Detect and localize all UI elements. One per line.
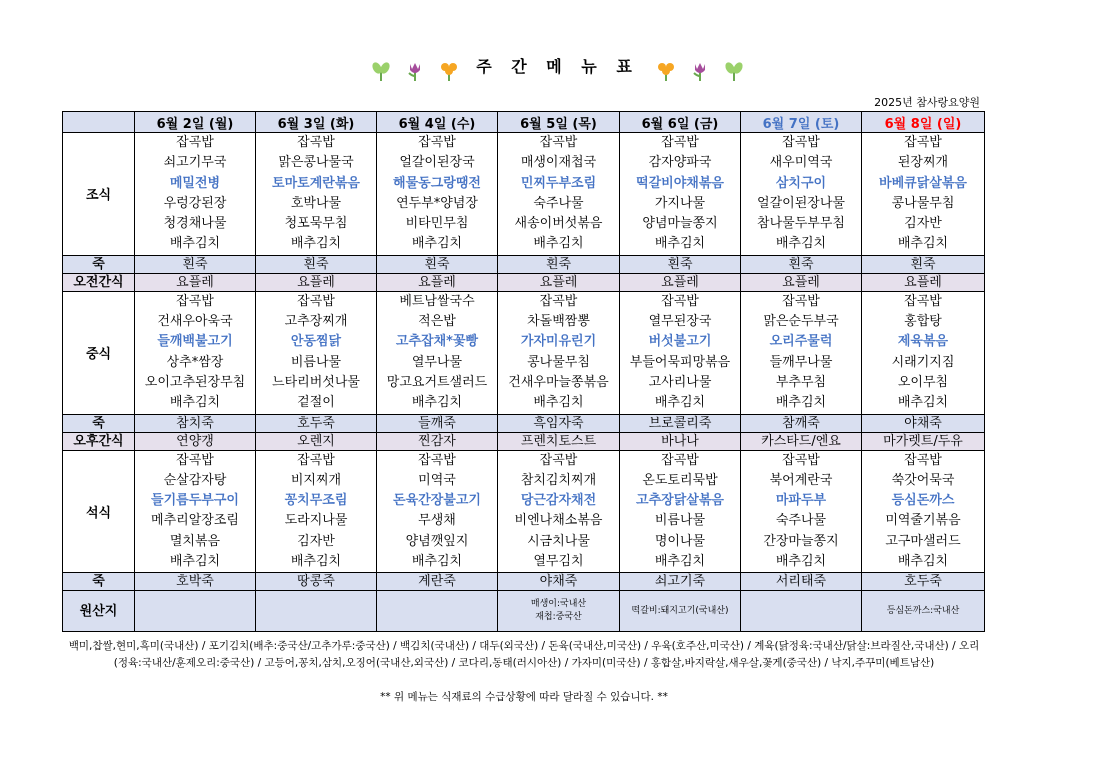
menu-item: 잡곡밥 <box>539 293 578 309</box>
menu-item: 배추김치 <box>169 554 221 570</box>
menu-item: 간장마늘쫑지 <box>763 533 839 549</box>
menu-item: 배추김치 <box>411 554 463 570</box>
menu-item: 김자반 <box>297 533 335 549</box>
origin-cell <box>620 591 741 632</box>
menu-item: 잡곡밥 <box>782 135 820 150</box>
lunch-cell <box>620 291 741 414</box>
menu-item: 들깨무나물 <box>769 354 833 370</box>
menu-item: 제육볶음 <box>897 334 949 350</box>
menu-item: 잡곡밥 <box>539 452 578 468</box>
menu-item: 망고요거트샐러드 <box>386 374 488 390</box>
menu-item: 무생채 <box>418 513 456 529</box>
menu-item: 얼갈이된장국 <box>399 155 475 171</box>
dinner-porridge-cell: 땅콩죽 <box>256 573 377 591</box>
menu-item: 배추김치 <box>411 395 463 411</box>
pm-snack-cell: 프렌치토스트 <box>498 432 620 450</box>
pm-snack-cell: 찐감자 <box>377 432 498 450</box>
menu-item: 콩나물무침 <box>891 195 955 211</box>
lunch-porridge-cell: 들깨죽 <box>377 414 498 432</box>
menu-item: 시금치나물 <box>527 533 590 549</box>
dinner-porridge-cell: 호두죽 <box>862 573 985 591</box>
menu-item: 열무된장국 <box>648 314 712 330</box>
menu-item: 청포묵무침 <box>284 216 348 232</box>
menu-item: 새우미역국 <box>769 155 833 171</box>
menu-item: 쇠고기무국 <box>163 155 227 171</box>
breakfast-porridge-cell: 흰죽 <box>620 255 741 273</box>
menu-item: 토마토계란볶음 <box>272 175 360 191</box>
menu-item: 안동찜닭 <box>290 334 342 350</box>
menu-item: 비름나물 <box>654 513 706 529</box>
menu-item: 상추*쌈장 <box>166 354 224 370</box>
sprout-icon <box>370 60 392 82</box>
menu-item: 건새우아욱국 <box>157 314 233 330</box>
am-snack-cell: 요플레 <box>135 273 256 291</box>
pm-snack-row <box>63 432 985 450</box>
breakfast-row <box>63 133 985 256</box>
am-snack-row <box>63 273 985 291</box>
menu-item: 배추김치 <box>654 395 706 411</box>
menu-item: 배추김치 <box>897 395 949 411</box>
origin-row <box>63 591 985 632</box>
header-corner <box>63 112 135 133</box>
am-snack-cell: 요플레 <box>256 273 377 291</box>
menu-item: 비엔나채소볶음 <box>514 513 603 529</box>
menu-item: 가지나물 <box>654 195 706 211</box>
menu-item: 미역줄기볶음 <box>885 513 961 529</box>
menu-item: 숙주나물 <box>775 513 827 529</box>
menu-item: 비름나물 <box>290 354 342 370</box>
lunch-label: 중식 <box>63 291 135 414</box>
menu-item: 잡곡밥 <box>418 452 456 468</box>
day-header: 6월 8일 (일) <box>862 112 985 133</box>
menu-item: 잡곡밥 <box>176 452 214 468</box>
origin-cell <box>498 591 620 632</box>
breakfast-cell <box>377 133 498 256</box>
lunch-porridge-row <box>63 414 985 432</box>
dinner-cell <box>256 450 377 573</box>
menu-item: 쑥갓어묵국 <box>891 472 955 488</box>
breakfast-porridge-cell: 흰죽 <box>862 255 985 273</box>
lunch-cell <box>862 291 985 414</box>
menu-item: 잡곡밥 <box>661 452 699 468</box>
menu-item: 잡곡밥 <box>661 135 699 150</box>
menu-item: 등심돈까스 <box>891 493 955 509</box>
menu-item: 청경채나물 <box>163 216 227 232</box>
menu-item: 배추김치 <box>654 554 706 570</box>
dinner-porridge-cell: 계란죽 <box>377 573 498 591</box>
dinner-porridge-cell: 쇠고기죽 <box>620 573 741 591</box>
menu-item: 고추장닭살볶음 <box>636 493 724 509</box>
day-header: 6월 5일 (목) <box>498 112 620 133</box>
menu-item: 잡곡밥 <box>297 135 335 150</box>
breakfast-porridge-cell: 흰죽 <box>135 255 256 273</box>
menu-item: 부추무침 <box>775 374 827 390</box>
disclaimer: ** 위 메뉴는 식재료의 수급상황에 따라 달라질 수 있습니다. ** <box>380 691 668 703</box>
menu-item: 배추김치 <box>775 236 827 252</box>
breakfast-porridge-row <box>63 255 985 273</box>
dinner-porridge-row <box>63 573 985 591</box>
menu-item: 베트남쌀국수 <box>399 293 475 309</box>
day-header: 6월 4일 (수) <box>377 112 498 133</box>
origin-cell <box>135 591 256 632</box>
menu-item: 우렁강된장 <box>163 195 227 211</box>
menu-item: 배추김치 <box>411 236 463 252</box>
menu-item: 잡곡밥 <box>176 135 214 150</box>
menu-item: 콩나물무침 <box>527 354 590 370</box>
origin-note: 백미,찹쌀,현미,흑미(국내산) / 포기김치(배추:중국산/고추가루:중국산) / 백김치(국내산) / 대두(외국산) / 돈육(국내산,미국산) / 우육(호주산,미국산) / 계육(닭정육:국내산/닭살:브라질산,국내산) / 오리(정육:국내산/훈제오리:중국산) / 고등어,꽁치,삼치,오징어(국내산,외국산) / 코다리,동태(러시아산) / 가자미(미국산) / 홍합살,바지락살,새우살,꽃게(중국산) / 낙지,주꾸미(베트남산) <box>68 640 980 669</box>
dinner-cell <box>620 450 741 573</box>
menu-item: 북어계란국 <box>769 472 833 488</box>
breakfast-cell <box>741 133 862 256</box>
lunch-porridge-cell: 호두죽 <box>256 414 377 432</box>
lunch-porridge-cell: 참깨죽 <box>741 414 862 432</box>
menu-item: 열무나물 <box>411 354 463 370</box>
menu-item: 잡곡밥 <box>904 452 942 468</box>
menu-item: 양념깻잎지 <box>405 533 469 549</box>
menu-item: 잡곡밥 <box>418 135 456 150</box>
menu-item: 홍합탕 <box>904 314 942 330</box>
menu-item: 배추김치 <box>897 236 949 252</box>
day-header: 6월 6일 (금) <box>620 112 741 133</box>
menu-item: 배추김치 <box>169 236 221 252</box>
dinner-cell <box>377 450 498 573</box>
menu-item: 맑은순두부국 <box>763 314 839 330</box>
flower-icon <box>438 60 460 82</box>
menu-item: 연두부*양념장 <box>396 195 478 211</box>
menu-item: 비타민무침 <box>405 216 469 232</box>
menu-item: 잡곡밥 <box>661 293 699 309</box>
menu-item: 잡곡밥 <box>176 293 214 309</box>
menu-item: 배추김치 <box>897 554 949 570</box>
dinner-row <box>63 450 985 573</box>
dinner-porridge-cell: 호박죽 <box>135 573 256 591</box>
menu-item: 당근감자채전 <box>520 493 597 509</box>
flower-icon <box>655 60 677 82</box>
menu-item: 얼갈이된장나물 <box>757 195 845 211</box>
menu-item: 겉절이 <box>297 395 335 411</box>
breakfast-porridge-label: 죽 <box>63 255 135 273</box>
breakfast-porridge-cell: 흰죽 <box>741 255 862 273</box>
menu-item: 배추김치 <box>775 554 827 570</box>
breakfast-cell <box>498 133 620 256</box>
header-row <box>63 112 985 133</box>
menu-item: 잡곡밥 <box>904 293 942 309</box>
breakfast-porridge-cell: 흰죽 <box>256 255 377 273</box>
pm-snack-cell: 바나나 <box>620 432 741 450</box>
breakfast-porridge-cell: 흰죽 <box>498 255 620 273</box>
am-snack-cell: 요플레 <box>862 273 985 291</box>
menu-item: 김자반 <box>904 216 942 232</box>
day-header: 6월 2일 (월) <box>135 112 256 133</box>
am-snack-cell: 요플레 <box>377 273 498 291</box>
menu-item: 바베큐닭살볶음 <box>879 175 967 191</box>
menu-table <box>62 111 985 632</box>
breakfast-porridge-cell: 흰죽 <box>377 255 498 273</box>
lunch-porridge-label: 죽 <box>63 414 135 432</box>
lunch-cell <box>498 291 620 414</box>
dinner-label: 석식 <box>63 450 135 573</box>
menu-item: 호박나물 <box>290 195 342 211</box>
menu-item: 도라지나물 <box>284 513 348 529</box>
am-snack-cell: 요플레 <box>741 273 862 291</box>
menu-item: 배추김치 <box>533 236 584 252</box>
lunch-porridge-cell: 브로콜리죽 <box>620 414 741 432</box>
menu-item: 잡곡밥 <box>904 135 942 150</box>
menu-item: 감자양파국 <box>648 155 712 171</box>
day-header: 6월 3일 (화) <box>256 112 377 133</box>
organization-label: 2025년 참사랑요양원 <box>874 96 980 109</box>
menu-item: 배추김치 <box>290 554 342 570</box>
menu-item: 맑은콩나물국 <box>278 155 354 171</box>
tulip-icon <box>689 60 711 82</box>
menu-item: 들깨백불고기 <box>157 334 233 350</box>
menu-item: 돈육간장불고기 <box>393 493 481 509</box>
origin-cell <box>741 591 862 632</box>
am-snack-label: 오전간식 <box>63 273 135 291</box>
dinner-porridge-cell: 서리태죽 <box>741 573 862 591</box>
breakfast-cell <box>135 133 256 256</box>
dinner-porridge-label: 죽 <box>63 573 135 591</box>
breakfast-cell <box>256 133 377 256</box>
menu-item: 민찌두부조림 <box>520 175 597 191</box>
menu-item: 건새우마늘쫑볶음 <box>508 374 609 390</box>
menu-item: 잡곡밥 <box>782 293 820 309</box>
menu-item: 부들어묵피망볶음 <box>629 354 731 370</box>
menu-item: 매생이재첩국 <box>520 155 597 171</box>
menu-item: 새송이버섯볶음 <box>514 216 603 232</box>
origin-cell <box>862 591 985 632</box>
menu-item: 고추장찌개 <box>284 314 348 330</box>
menu-item: 마파두부 <box>775 493 827 509</box>
pm-snack-cell: 연양갱 <box>135 432 256 450</box>
menu-item: 배추김치 <box>775 395 827 411</box>
lunch-porridge-cell: 참치죽 <box>135 414 256 432</box>
lunch-cell <box>741 291 862 414</box>
am-snack-cell: 요플레 <box>498 273 620 291</box>
lunch-porridge-cell: 흑임자죽 <box>498 414 620 432</box>
menu-item: 적은밥 <box>418 314 456 330</box>
menu-item: 잡곡밥 <box>782 452 820 468</box>
menu-item: 배추김치 <box>290 236 342 252</box>
menu-item: 양념마늘쫑지 <box>642 216 718 232</box>
pm-snack-cell: 마가렛트/두유 <box>862 432 985 450</box>
menu-item: 오이무침 <box>897 374 949 390</box>
menu-item: 꽁치무조림 <box>284 493 348 509</box>
breakfast-cell <box>862 133 985 256</box>
menu-item: 떡갈비야채볶음 <box>636 175 724 191</box>
menu-item: 된장찌개 <box>897 155 949 171</box>
menu-item: 메추리알장조림 <box>151 513 239 529</box>
menu-item: 해물동그랑땡전 <box>393 175 481 191</box>
origin-cell <box>256 591 377 632</box>
origin-label: 원산지 <box>63 591 135 632</box>
menu-item: 참나물두부무침 <box>757 216 845 232</box>
origin-cell <box>377 591 498 632</box>
dinner-cell <box>741 450 862 573</box>
menu-item: 삼치구이 <box>775 175 827 191</box>
menu-item: 온도토리묵밥 <box>642 472 718 488</box>
menu-item: 고사리나물 <box>648 374 712 390</box>
sprout-icon <box>723 60 745 82</box>
menu-item: 오이고추된장무침 <box>144 374 246 390</box>
menu-item: 멸치볶음 <box>169 533 221 549</box>
menu-item: 시래기지짐 <box>891 354 955 370</box>
menu-item: 배추김치 <box>169 395 221 411</box>
origin-item: 등심돈까스:국내산 <box>886 605 960 616</box>
menu-item: 고구마샐러드 <box>885 533 961 549</box>
menu-item: 메밀전병 <box>169 175 221 191</box>
menu-item: 오리주물럭 <box>769 334 833 350</box>
pm-snack-cell: 카스타드/엔요 <box>741 432 862 450</box>
breakfast-cell <box>620 133 741 256</box>
menu-item: 열무김치 <box>533 554 584 570</box>
menu-item: 배추김치 <box>533 395 584 411</box>
dinner-cell <box>862 450 985 573</box>
tulip-icon <box>404 60 426 82</box>
am-snack-cell: 요플레 <box>620 273 741 291</box>
menu-item: 숙주나물 <box>533 195 584 211</box>
lunch-cell <box>256 291 377 414</box>
origin-item: 재첩:중국산 <box>535 612 582 623</box>
lunch-cell <box>135 291 256 414</box>
menu-item: 느타리버섯나물 <box>272 374 360 390</box>
menu-item: 차돌백짬뽕 <box>527 314 590 330</box>
lunch-porridge-cell: 야채죽 <box>862 414 985 432</box>
menu-item: 순살감자탕 <box>163 472 227 488</box>
lunch-row <box>63 291 985 414</box>
origin-item: 떡갈비:돼지고기(국내산) <box>631 605 729 616</box>
menu-item: 잡곡밥 <box>297 293 335 309</box>
dinner-cell <box>135 450 256 573</box>
menu-item: 참치김치찌개 <box>520 472 597 488</box>
menu-item: 명이나물 <box>654 533 706 549</box>
menu-item: 미역국 <box>418 472 456 488</box>
day-header: 6월 7일 (토) <box>741 112 862 133</box>
pm-snack-cell: 오렌지 <box>256 432 377 450</box>
dinner-cell <box>498 450 620 573</box>
lunch-cell <box>377 291 498 414</box>
menu-item: 버섯불고기 <box>648 334 712 350</box>
menu-item: 가자미유린기 <box>520 334 597 350</box>
pm-snack-label: 오후간식 <box>63 432 135 450</box>
breakfast-label: 조식 <box>63 133 135 256</box>
menu-item: 배추김치 <box>654 236 706 252</box>
menu-item: 비지찌개 <box>290 472 342 488</box>
menu-item: 고추잡채*꽃빵 <box>395 334 479 350</box>
origin-item: 매생이:국내산 <box>530 599 587 610</box>
menu-item: 잡곡밥 <box>539 135 578 150</box>
page-title: 주 간 메 뉴 표 <box>476 56 639 76</box>
menu-item: 잡곡밥 <box>297 452 335 468</box>
title-row <box>0 56 1115 86</box>
menu-item: 들기름두부구이 <box>151 493 239 509</box>
dinner-porridge-cell: 야채죽 <box>498 573 620 591</box>
